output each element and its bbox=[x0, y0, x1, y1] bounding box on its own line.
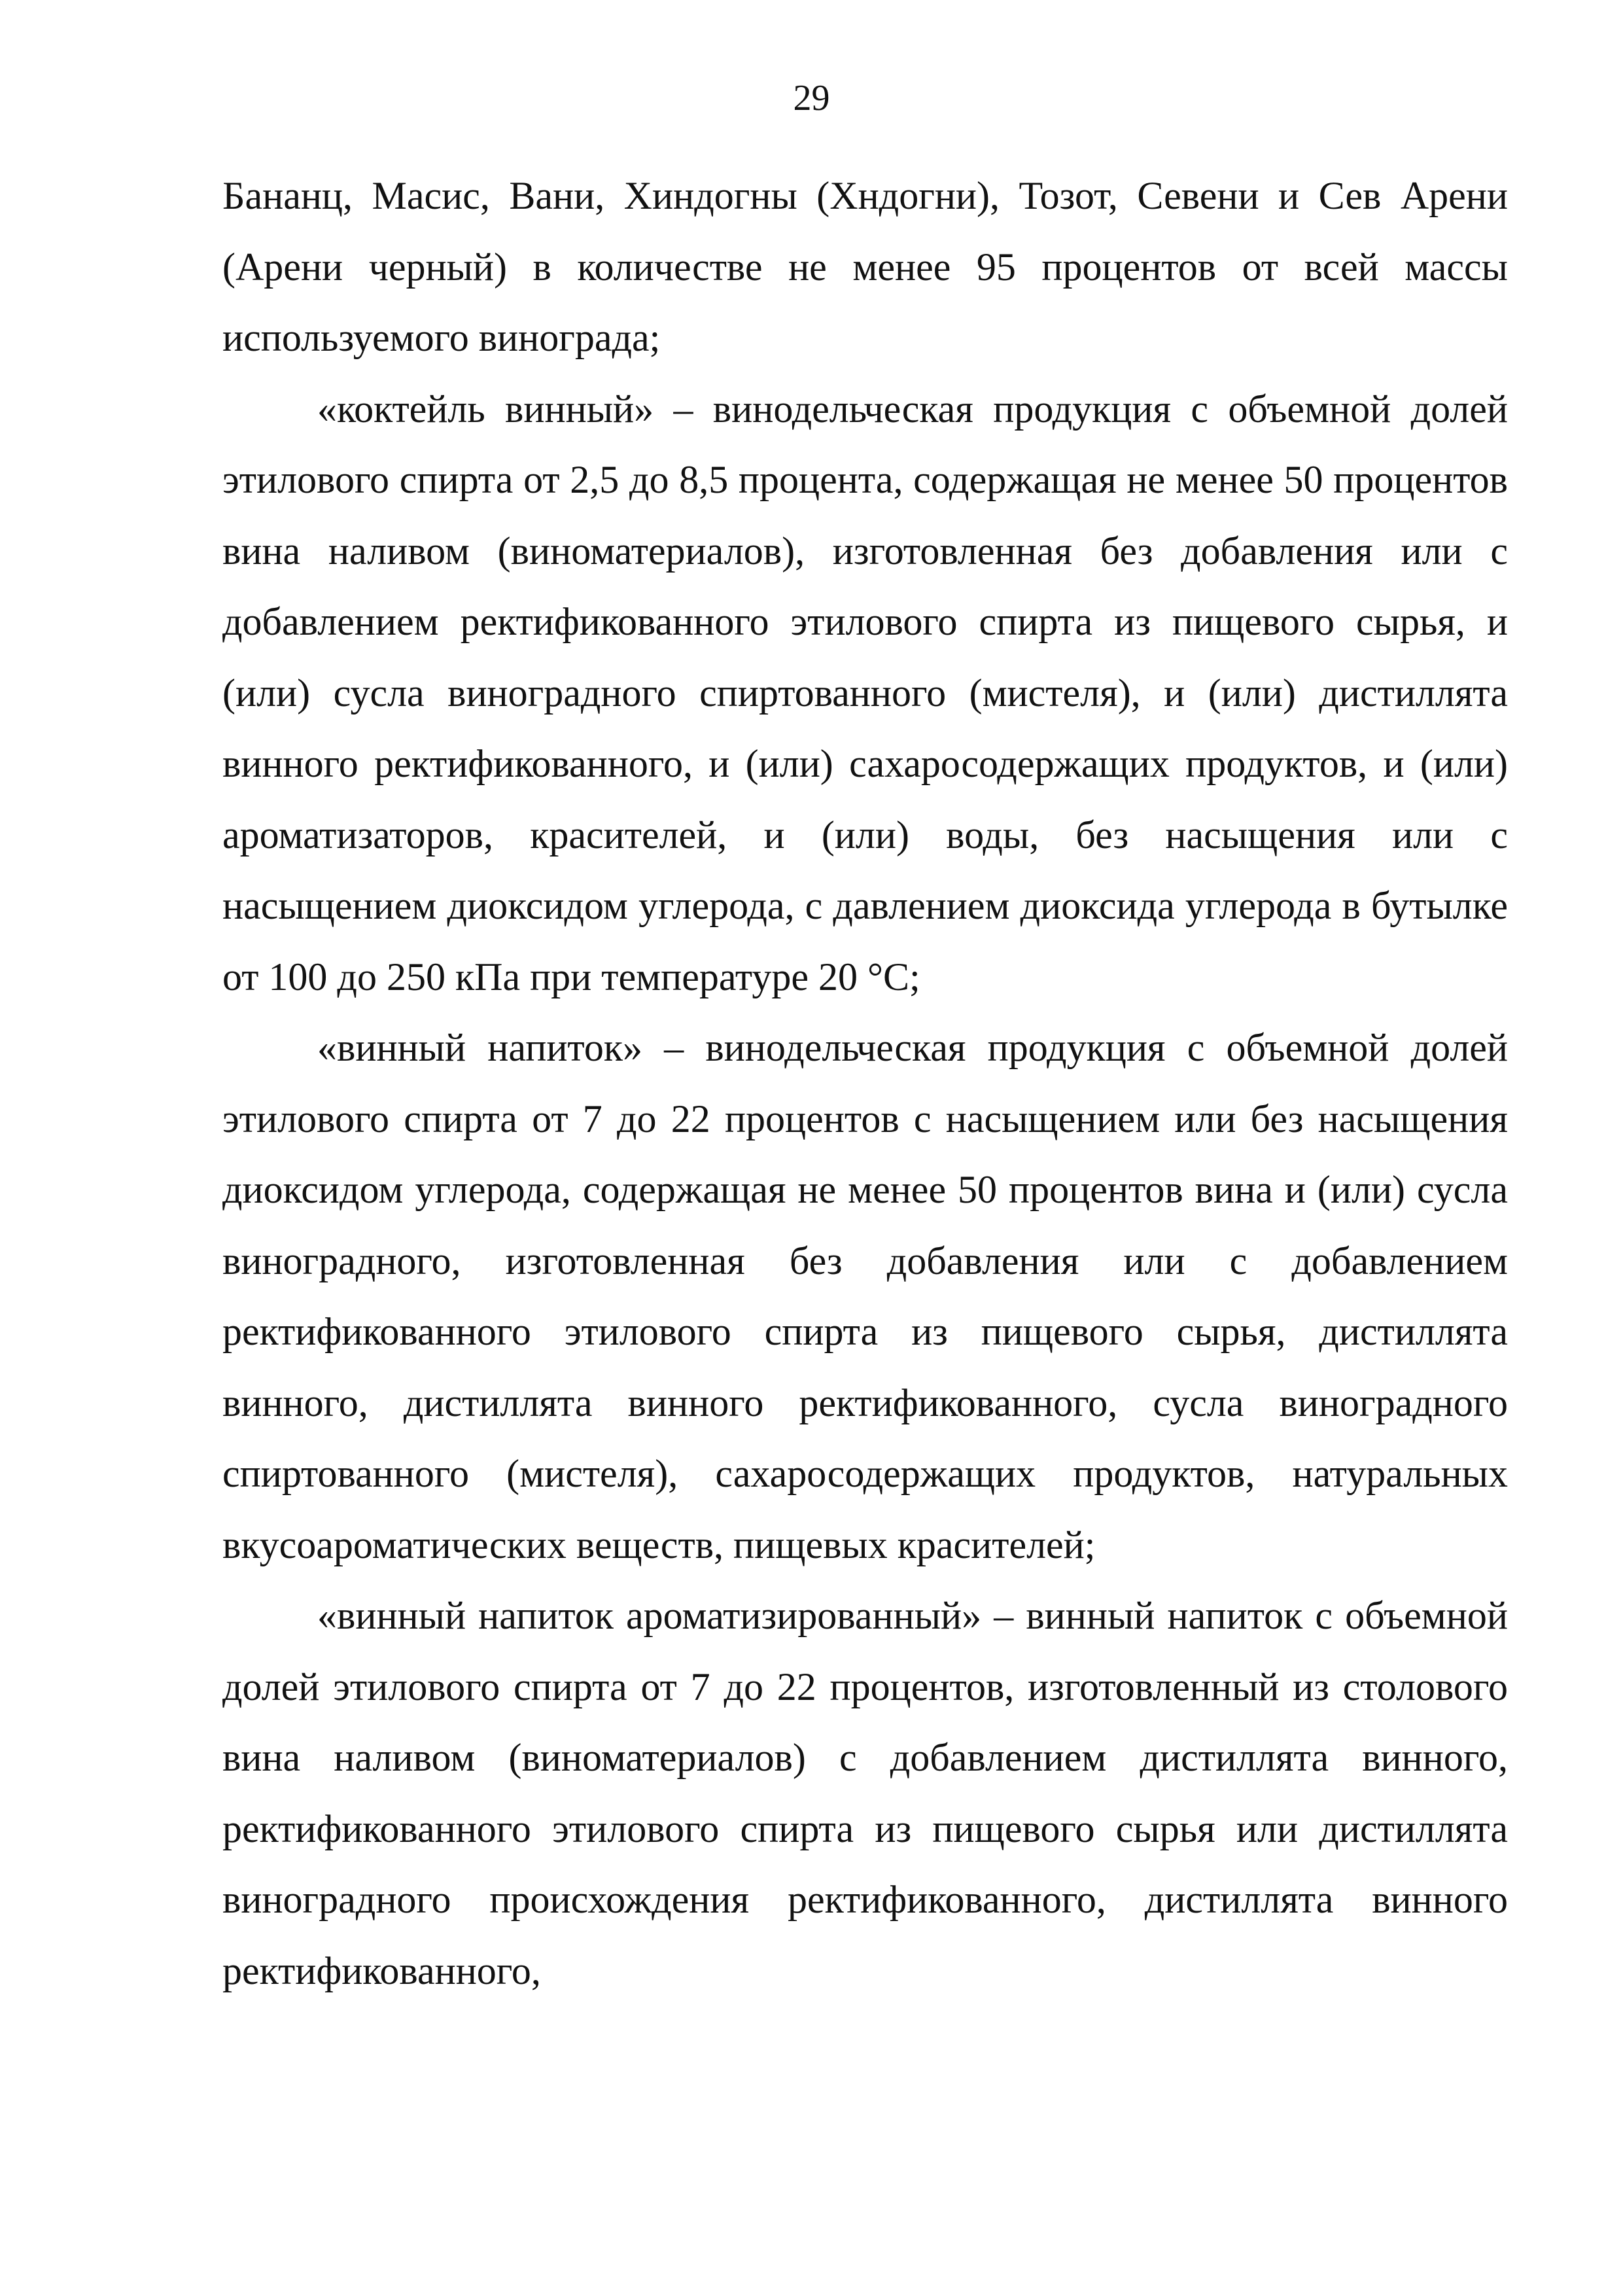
document-body bbox=[222, 160, 1508, 2006]
paragraph-flavored-wine-drink: «винный напиток ароматизированный» – винный напиток с объемной долей этилового спирта от 7 до 22 процентов, изготовленный из столового вина наливом (виноматериалов) с добавлением дистиллята винного, ректификованного этилового спирта из пищевого сырья или дистиллята виноградного происхождения ректификованного, дистиллята винного ректификованного, bbox=[222, 1594, 1508, 1992]
paragraph-grape-varieties: Бананц, Масис, Вани, Хиндогны (Хндогни), Тозот, Севени и Сев Арени (Арени черный) в количестве не менее 95 процентов от всей массы используемого винограда; bbox=[222, 174, 1508, 359]
paragraph-wine-drink: «винный напиток» – винодельческая продукция с объемной долей этилового спирта от 7 до 22 процентов с насыщением или без насыщения диоксидом углерода, содержащая не менее 50 процентов вина и (или) сусла виноградного, изготовленная без добавления или с добавлением ректификованного этилового спирта из пищевого сырья, дистиллята винного, дистиллята винного ректификованного, сусла виноградного спиртованного (мистеля), сахаросодержащих продуктов, натуральных вкусоароматических веществ, пищевых красителей; bbox=[222, 1026, 1508, 1566]
paragraph-wine-cocktail: «коктейль винный» – винодельческая продукция с объемной долей этилового спирта от 2,5 до 8,5 процента, содержащая не менее 50 процентов вина наливом (виноматериалов), изготовленная без добавления или с добавлением ректификованного этилового спирта из пищевого сырья, и (или) сусла виноградного спиртованного (мистеля), и (или) дистиллята винного ректификованного, и (или) сахаросодержащих продуктов, и (или) ароматизаторов, красителей, и (или) воды, без насыщения или с насыщением диоксидом углерода, с давлением диоксида углерода в бутылке от 100 до 250 кПа при температуре 20 °С; bbox=[222, 387, 1508, 998]
page-number: 29 bbox=[793, 78, 830, 118]
